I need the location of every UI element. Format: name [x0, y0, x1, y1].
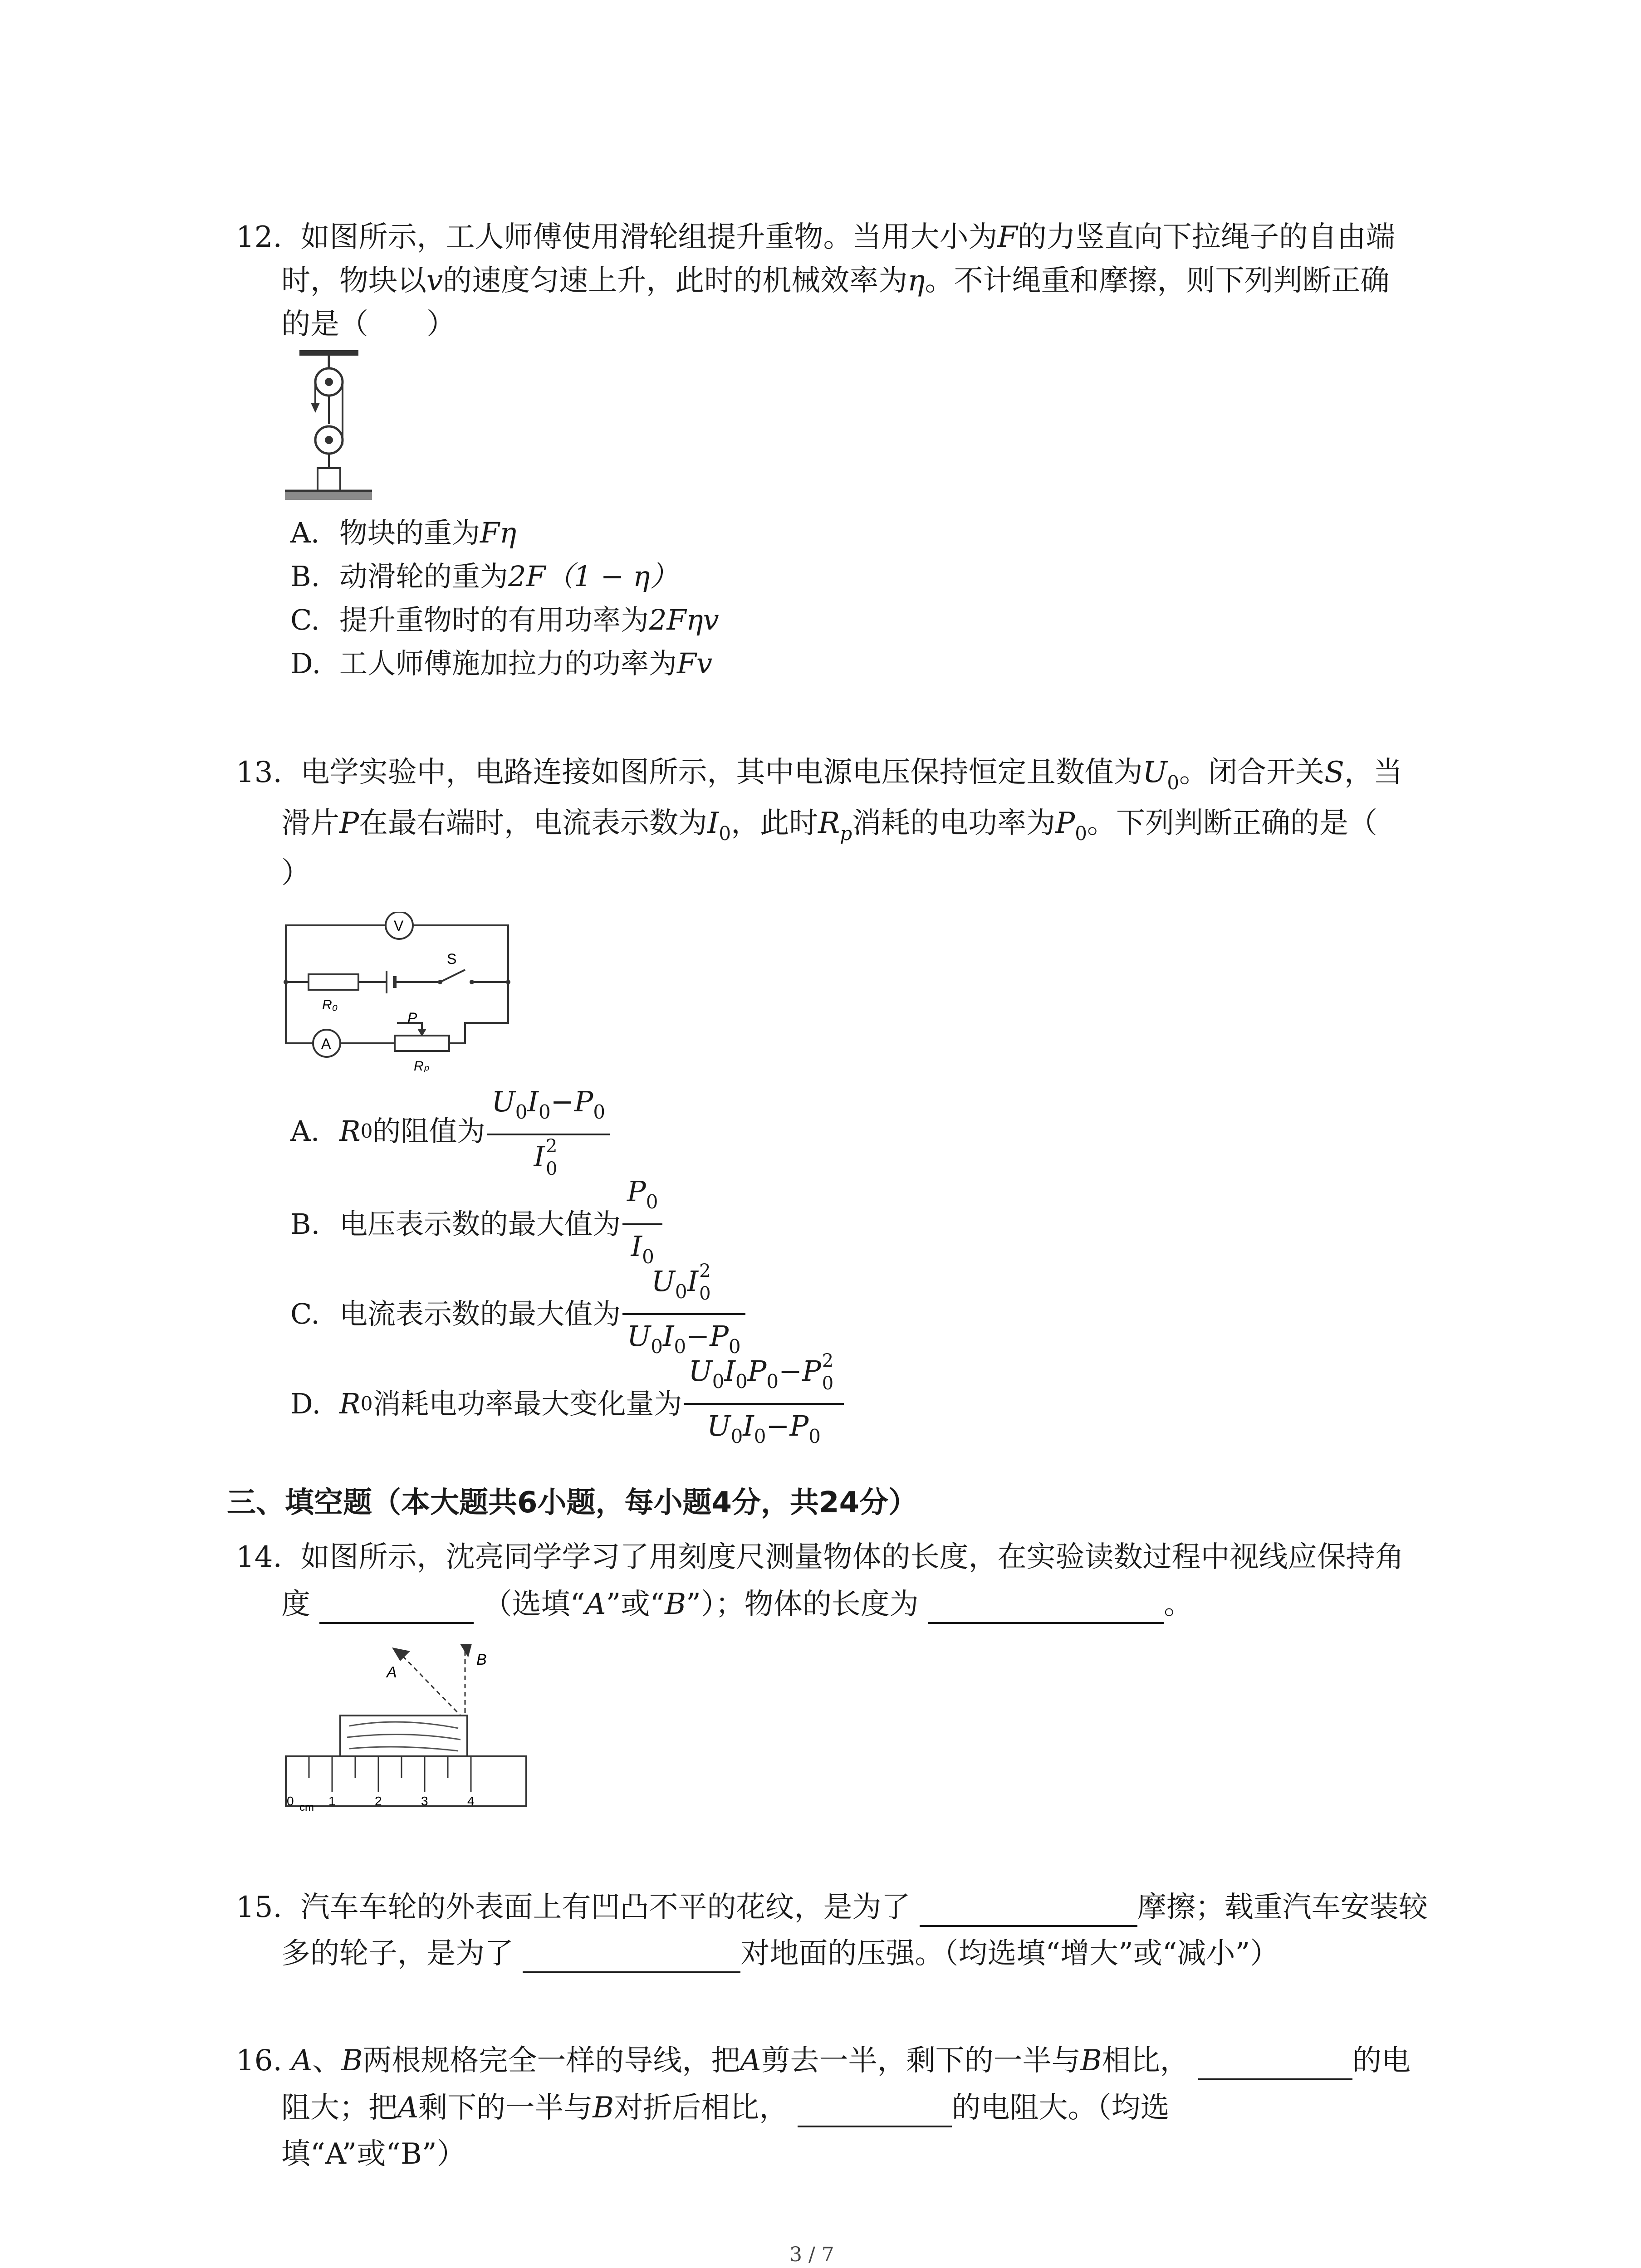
q16-blank-2[interactable]: [798, 2096, 952, 2127]
page-number: 3 / 7: [789, 2243, 834, 2266]
circuit-r0-label: R₀: [322, 997, 338, 1012]
q15-line2: 多的轮子，是为了 对地面的压强。（均选填“增大”或“减小”）: [281, 1934, 1279, 1973]
q13-option-d: D. R 0 消耗电功率最大变化量为 $U_0I_0P_0-P$ 2 0 $U_0I_0-P_0$: [290, 1354, 844, 1454]
q12-number: 12.: [236, 220, 282, 254]
q12-line1: 12. 如图所示，工人师傅使用滑轮组提升重物。当用大小为F的力竖直向下拉绳子的自由端: [236, 220, 1395, 254]
ruler-figure: [281, 1637, 535, 1819]
pulley-figure: [281, 349, 372, 503]
circuit-p-label: P: [407, 1010, 417, 1026]
circuit-figure: [281, 912, 517, 1084]
q16-line3: 填“A”或“B”）: [281, 2137, 466, 2171]
q14-number: 14.: [236, 1540, 282, 1574]
ruler-tick-3: 3: [421, 1794, 428, 1808]
q13-option-b: B. 电压表示数的最大值为 $\frac{P_0}{I_0}$: [290, 1174, 662, 1275]
q12-option-b: B. 动滑轮的重为 2F（1 − η）: [290, 560, 678, 593]
q13-line3: ）: [281, 856, 310, 890]
q13-line2: 滑片P在最右端时，电流表示数为$I_0$，此时$R_p$消耗的电功率为$P_0$。下列判断正确的是（: [281, 807, 1377, 845]
q12-line3: 的是（ ）: [281, 308, 456, 341]
q16-line2: 阻大；把A剩下的一半与B对折后相比， 的电阻大。（均选: [281, 2088, 1170, 2127]
q13-line1: 13. 电学实验中，电路连接如图所示，其中电源电压保持恒定且数值为$U_0$。闭合开关S，当: [236, 756, 1402, 794]
q14-line2: 度 （选填“A”或“B”）；物体的长度为 。: [281, 1585, 1193, 1624]
ruler-tick-1: 1: [328, 1794, 336, 1808]
circuit-ammeter-label: A: [321, 1036, 331, 1052]
q16-line1: 16. A、B两根规格完全一样的导线，把A剪去一半，剩下的一半与B相比， 的电: [236, 2041, 1411, 2080]
q13-option-a: A. R 0 的阻值为 $U_0I_0-P_0$ I 2 0: [290, 1084, 610, 1178]
q14-blank-length[interactable]: [928, 1592, 1164, 1624]
q13-a-fraction: $U_0I_0-P_0$ I 2 0: [487, 1084, 610, 1178]
q16-number: 16.: [236, 2044, 282, 2077]
q13-b-fraction: $\frac{P_0}{I_0}$: [622, 1174, 662, 1275]
q13-number: 13.: [236, 756, 282, 789]
circuit-rp-label: Rₚ: [414, 1059, 430, 1074]
q15-blank-1[interactable]: [920, 1895, 1137, 1927]
q16-blank-1[interactable]: [1198, 2048, 1352, 2080]
ruler-tick-4: 4: [467, 1794, 475, 1808]
q14-line1: 14. 如图所示，沈亮同学学习了用刻度尺测量物体的长度，在实验读数过程中视线应保持角: [236, 1540, 1404, 1574]
q15-line1: 15. 汽车车轮的外表面上有凹凸不平的花纹，是为了 摩擦；载重汽车安装较: [236, 1888, 1428, 1927]
q13-option-c: C. 电流表示数的最大值为 $U_0I$ 2 0 $U_0I_0-P_0$: [290, 1264, 745, 1364]
ruler-tick-2: 2: [375, 1794, 382, 1808]
q13-c-fraction: $U_0I$ 2 0 $U_0I_0-P_0$: [622, 1264, 745, 1364]
circuit-switch-label: S: [447, 951, 457, 967]
q14-blank-angle[interactable]: [319, 1592, 474, 1624]
ruler-b-label: B: [476, 1651, 487, 1668]
ruler-tick-0: 0: [287, 1794, 294, 1808]
q12-option-c: C. 提升重物时的有用功率为 2Fηv: [290, 603, 719, 636]
q12-line2: 时，物块以v的速度匀速上升，此时的机械效率为η。不计绳重和摩擦，则下列判断正确: [281, 264, 1390, 298]
ruler-unit: cm: [299, 1801, 314, 1813]
q12-option-a: A. 物块的重为 Fη: [290, 516, 517, 549]
ruler-a-label: A: [387, 1664, 397, 1681]
section-3-heading: 三、填空题（本大题共6小题，每小题4分，共24分）: [227, 1486, 918, 1520]
q13-d-fraction: $U_0I_0P_0-P$ 2 0 $U_0I_0-P_0$: [684, 1354, 843, 1454]
q12-option-d: D. 工人师傅施加拉力的功率为 Fv: [290, 647, 713, 680]
circuit-voltmeter-label: V: [394, 918, 404, 934]
q15-number: 15.: [236, 1891, 282, 1924]
q15-blank-2[interactable]: [523, 1941, 740, 1973]
